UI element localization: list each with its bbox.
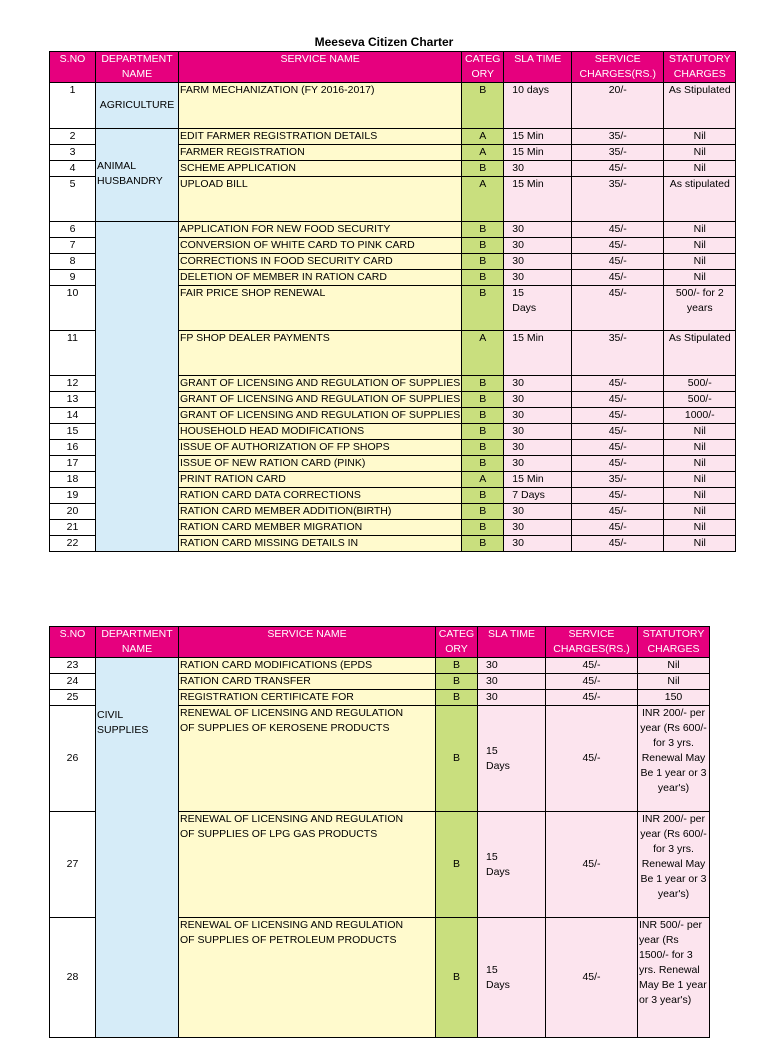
sla-cell: 30: [504, 408, 572, 424]
header-category: CATEG ORY: [436, 627, 478, 658]
sla-cell: 30: [478, 658, 546, 674]
sla-cell: 15 Days: [478, 918, 546, 1038]
category-cell: B: [436, 690, 478, 706]
sla-cell: 15 Min: [504, 177, 572, 222]
sno-cell: 24: [50, 674, 96, 690]
category-cell: A: [462, 472, 504, 488]
category-cell: B: [462, 83, 504, 129]
category-cell: B: [462, 222, 504, 238]
statutory-cell: 1000/-: [664, 408, 736, 424]
service-cell: SCHEME APPLICATION: [179, 161, 462, 177]
sno-cell: 8: [50, 254, 96, 270]
header-statutory-charges: STATUTORY CHARGES: [638, 627, 710, 658]
charge-cell: 45/-: [572, 286, 664, 331]
table-row: [50, 658, 710, 674]
service-cell: EDIT FARMER REGISTRATION DETAILS: [179, 129, 462, 145]
sla-cell: 30: [478, 674, 546, 690]
service-cell: RATION CARD MEMBER MIGRATION: [179, 520, 462, 536]
service-cell: RENEWAL OF LICENSING AND REGULATION OF SUPPLIES OF KEROSENE PRODUCTS: [179, 706, 436, 812]
sla-cell: 30: [504, 440, 572, 456]
sno-cell: 1: [50, 83, 96, 129]
header-sno: S.NO: [50, 52, 96, 83]
sno-cell: 18: [50, 472, 96, 488]
statutory-cell: Nil: [664, 129, 736, 145]
sno-cell: 2: [50, 129, 96, 145]
sla-cell: 30: [504, 238, 572, 254]
statutory-cell: Nil: [638, 674, 710, 690]
header-row: [50, 52, 736, 83]
sla-cell: 15 Min: [504, 145, 572, 161]
service-cell: HOUSEHOLD HEAD MODIFICATIONS: [179, 424, 462, 440]
sno-cell: 4: [50, 161, 96, 177]
sla-cell: 15 Min: [504, 472, 572, 488]
service-cell: GRANT OF LICENSING AND REGULATION OF SUPPLIES: [179, 408, 462, 424]
category-cell: B: [436, 812, 478, 918]
sla-cell: 30: [504, 222, 572, 238]
sno-cell: 13: [50, 392, 96, 408]
category-cell: B: [436, 674, 478, 690]
sla-cell: 15 Days: [478, 706, 546, 812]
sla-cell: 30: [504, 376, 572, 392]
charge-cell: 35/-: [572, 177, 664, 222]
header-sno: S.NO: [50, 627, 96, 658]
statutory-cell: 150: [638, 690, 710, 706]
sla-cell: 15 Days: [504, 286, 572, 331]
header-service-name: SERVICE NAME: [179, 627, 436, 658]
category-cell: B: [462, 286, 504, 331]
category-cell: B: [436, 918, 478, 1038]
statutory-cell: Nil: [638, 658, 710, 674]
header-sla-time: SLA TIME: [504, 52, 572, 83]
statutory-cell: Nil: [664, 254, 736, 270]
charge-cell: 45/-: [572, 270, 664, 286]
sla-cell: 30: [504, 254, 572, 270]
statutory-cell: As Stipulated: [664, 83, 736, 129]
statutory-cell: Nil: [664, 456, 736, 472]
sla-cell: 15 Days: [478, 812, 546, 918]
sno-cell: 23: [50, 658, 96, 674]
category-cell: B: [462, 504, 504, 520]
statutory-cell: 500/-: [664, 376, 736, 392]
category-cell: B: [462, 424, 504, 440]
department-cell-civil-supplies-continued: [96, 222, 179, 552]
statutory-cell: Nil: [664, 222, 736, 238]
statutory-cell: Nil: [664, 145, 736, 161]
statutory-cell: Nil: [664, 472, 736, 488]
charge-cell: 45/-: [572, 392, 664, 408]
charge-cell: 45/-: [572, 424, 664, 440]
statutory-cell: 500/-: [664, 392, 736, 408]
sno-cell: 27: [50, 812, 96, 918]
statutory-cell: 500/- for 2 years: [664, 286, 736, 331]
header-department: DEPARTMENT NAME: [96, 52, 179, 83]
sla-cell: 10 days: [504, 83, 572, 129]
citizen-charter-table-2: [49, 626, 710, 1038]
service-cell: RENEWAL OF LICENSING AND REGULATION OF SUPPLIES OF LPG GAS PRODUCTS: [179, 812, 436, 918]
header-service-name: SERVICE NAME: [179, 52, 462, 83]
sno-cell: 11: [50, 331, 96, 376]
department-cell-civil-supplies: CIVIL SUPPLIES: [96, 658, 179, 1038]
sno-cell: 16: [50, 440, 96, 456]
statutory-cell: INR 200/- per year (Rs 600/- for 3 yrs. Renewal May Be 1 year or 3 year's): [638, 812, 710, 918]
sno-cell: 6: [50, 222, 96, 238]
category-cell: A: [462, 129, 504, 145]
charge-cell: 45/-: [572, 161, 664, 177]
charge-cell: 45/-: [572, 440, 664, 456]
service-cell: ISSUE OF NEW RATION CARD (PINK): [179, 456, 462, 472]
sla-cell: 30: [504, 161, 572, 177]
statutory-cell: As Stipulated: [664, 331, 736, 376]
statutory-cell: INR 200/- per year (Rs 600/- for 3 yrs. Renewal May Be 1 year or 3 year's): [638, 706, 710, 812]
category-cell: B: [462, 488, 504, 504]
sla-cell: 15 Min: [504, 129, 572, 145]
sno-cell: 22: [50, 536, 96, 552]
service-cell: GRANT OF LICENSING AND REGULATION OF SUPPLIES: [179, 392, 462, 408]
category-cell: B: [462, 536, 504, 552]
charge-cell: 45/-: [546, 812, 638, 918]
charge-cell: 45/-: [546, 658, 638, 674]
service-cell: RATION CARD TRANSFER: [179, 674, 436, 690]
header-department: DEPARTMENT NAME: [96, 627, 179, 658]
charge-cell: 45/-: [546, 674, 638, 690]
service-cell: CONVERSION OF WHITE CARD TO PINK CARD: [179, 238, 462, 254]
sla-cell: 15 Min: [504, 331, 572, 376]
service-cell: RATION CARD MEMBER ADDITION(BIRTH): [179, 504, 462, 520]
category-cell: A: [462, 177, 504, 222]
department-cell-agriculture: AGRICULTURE: [96, 83, 179, 129]
sla-cell: 30: [478, 690, 546, 706]
service-cell: RATION CARD MODIFICATIONS (EPDS: [179, 658, 436, 674]
charge-cell: 45/-: [546, 918, 638, 1038]
header-category: CATEG ORY: [462, 52, 504, 83]
service-cell: FAIR PRICE SHOP RENEWAL: [179, 286, 462, 331]
table-row: [50, 129, 736, 145]
category-cell: B: [462, 161, 504, 177]
department-cell-animal-husbandry: ANIMAL HUSBANDRY: [96, 129, 179, 222]
charge-cell: 45/-: [572, 456, 664, 472]
statutory-cell: Nil: [664, 504, 736, 520]
service-cell: FARMER REGISTRATION: [179, 145, 462, 161]
service-cell: PRINT RATION CARD: [179, 472, 462, 488]
charge-cell: 45/-: [572, 222, 664, 238]
sla-cell: 30: [504, 536, 572, 552]
statutory-cell: Nil: [664, 270, 736, 286]
category-cell: B: [462, 440, 504, 456]
category-cell: B: [462, 392, 504, 408]
service-cell: FP SHOP DEALER PAYMENTS: [179, 331, 462, 376]
sno-cell: 25: [50, 690, 96, 706]
category-cell: B: [436, 658, 478, 674]
charge-cell: 45/-: [572, 238, 664, 254]
sno-cell: 7: [50, 238, 96, 254]
sno-cell: 26: [50, 706, 96, 812]
table-row: [50, 222, 736, 238]
service-cell: FARM MECHANIZATION (FY 2016-2017): [179, 83, 462, 129]
sla-cell: 30: [504, 392, 572, 408]
statutory-cell: INR 500/- per year (Rs 1500/- for 3 yrs. Renewal May Be 1 year or 3 year's): [638, 918, 710, 1038]
category-cell: B: [462, 520, 504, 536]
service-cell: DELETION OF MEMBER IN RATION CARD: [179, 270, 462, 286]
charge-cell: 35/-: [572, 129, 664, 145]
charge-cell: 45/-: [546, 690, 638, 706]
charge-cell: 45/-: [572, 504, 664, 520]
page-title: Meeseva Citizen Charter: [314, 35, 454, 49]
charge-cell: 45/-: [572, 488, 664, 504]
category-cell: B: [462, 376, 504, 392]
sno-cell: 19: [50, 488, 96, 504]
charge-cell: 45/-: [572, 520, 664, 536]
statutory-cell: Nil: [664, 238, 736, 254]
category-cell: A: [462, 331, 504, 376]
charge-cell: 35/-: [572, 331, 664, 376]
sno-cell: 12: [50, 376, 96, 392]
header-service-charges: SERVICE CHARGES(RS.): [572, 52, 664, 83]
category-cell: B: [436, 706, 478, 812]
sla-cell: 30: [504, 270, 572, 286]
service-cell: CORRECTIONS IN FOOD SECURITY CARD: [179, 254, 462, 270]
category-cell: A: [462, 145, 504, 161]
sno-cell: 9: [50, 270, 96, 286]
service-cell: RENEWAL OF LICENSING AND REGULATION OF SUPPLIES OF PETROLEUM PRODUCTS: [179, 918, 436, 1038]
sla-cell: 30: [504, 520, 572, 536]
sno-cell: 10: [50, 286, 96, 331]
charge-cell: 45/-: [572, 376, 664, 392]
sno-cell: 5: [50, 177, 96, 222]
charge-cell: 45/-: [572, 408, 664, 424]
category-cell: B: [462, 408, 504, 424]
service-cell: RATION CARD DATA CORRECTIONS: [179, 488, 462, 504]
sla-cell: 30: [504, 456, 572, 472]
statutory-cell: Nil: [664, 440, 736, 456]
sno-cell: 3: [50, 145, 96, 161]
header-service-charges: SERVICE CHARGES(RS.): [546, 627, 638, 658]
category-cell: B: [462, 238, 504, 254]
sno-cell: 17: [50, 456, 96, 472]
service-cell: UPLOAD BILL: [179, 177, 462, 222]
sla-cell: 7 Days: [504, 488, 572, 504]
sla-cell: 30: [504, 424, 572, 440]
service-cell: ISSUE OF AUTHORIZATION OF FP SHOPS: [179, 440, 462, 456]
statutory-cell: Nil: [664, 161, 736, 177]
service-cell: REGISTRATION CERTIFICATE FOR: [179, 690, 436, 706]
sno-cell: 20: [50, 504, 96, 520]
statutory-cell: As stipulated: [664, 177, 736, 222]
header-sla-time: SLA TIME: [478, 627, 546, 658]
statutory-cell: Nil: [664, 424, 736, 440]
header-row: [50, 627, 710, 658]
sno-cell: 15: [50, 424, 96, 440]
service-cell: APPLICATION FOR NEW FOOD SECURITY: [179, 222, 462, 238]
sno-cell: 21: [50, 520, 96, 536]
category-cell: B: [462, 456, 504, 472]
sno-cell: 14: [50, 408, 96, 424]
statutory-cell: Nil: [664, 520, 736, 536]
charge-cell: 45/-: [546, 706, 638, 812]
citizen-charter-table-1: [49, 51, 736, 552]
service-cell: GRANT OF LICENSING AND REGULATION OF SUPPLIES: [179, 376, 462, 392]
header-statutory-charges: STATUTORY CHARGES: [664, 52, 736, 83]
sla-cell: 30: [504, 504, 572, 520]
table-row: [50, 83, 736, 129]
charge-cell: 35/-: [572, 145, 664, 161]
sno-cell: 28: [50, 918, 96, 1038]
charge-cell: 35/-: [572, 472, 664, 488]
category-cell: B: [462, 254, 504, 270]
service-cell: RATION CARD MISSING DETAILS IN: [179, 536, 462, 552]
category-cell: B: [462, 270, 504, 286]
charge-cell: 45/-: [572, 536, 664, 552]
statutory-cell: Nil: [664, 536, 736, 552]
statutory-cell: Nil: [664, 488, 736, 504]
charge-cell: 45/-: [572, 254, 664, 270]
charge-cell: 20/-: [572, 83, 664, 129]
